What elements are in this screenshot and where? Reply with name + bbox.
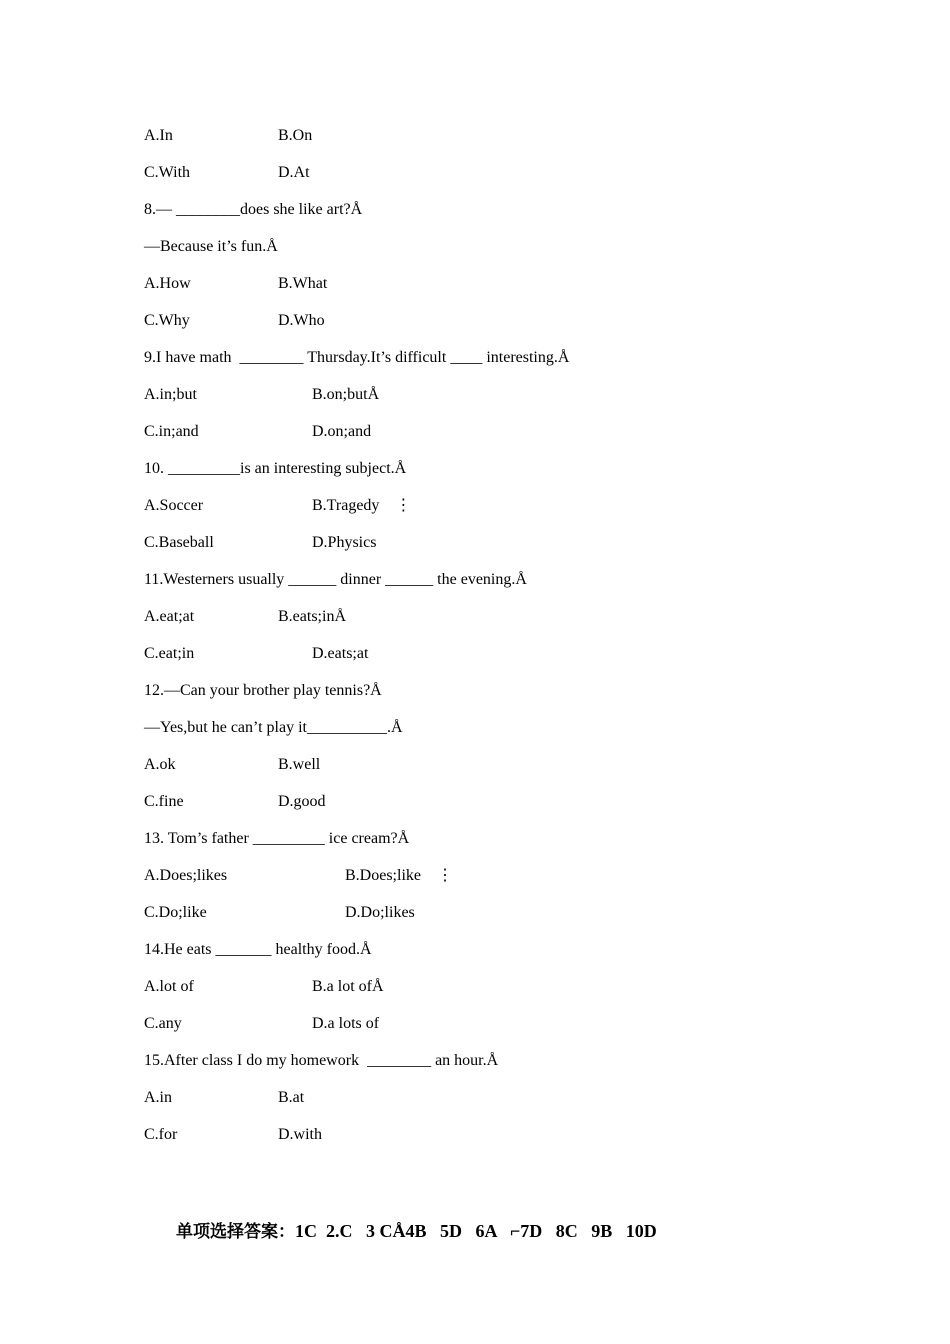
option-a: A.How <box>144 275 191 292</box>
question-8: 8.— ________does she like art?Å <box>144 201 363 218</box>
option-d: D.eats;at <box>312 645 369 662</box>
option-line <box>144 382 380 408</box>
option-line <box>144 900 415 926</box>
answer-key-label: 单项选择答案： <box>176 1222 295 1242</box>
option-d: D.with <box>278 1126 322 1143</box>
question-9: 9.I have math ________ Thursday.It’s difficult ____ interesting.Å <box>144 349 570 366</box>
question-14: 14.He eats _______ healthy food.Å <box>144 941 372 958</box>
option-line <box>144 123 313 149</box>
option-a: A.eat;at <box>144 608 195 625</box>
option-b: B.On <box>278 127 313 144</box>
option-a: A.in;but <box>144 386 197 403</box>
option-c: C.fine <box>144 793 184 810</box>
option-b: B.What <box>278 275 328 292</box>
option-d: D.Do;likes <box>345 904 415 921</box>
option-c: C.any <box>144 1015 182 1032</box>
option-line <box>144 1011 380 1037</box>
option-d: D.Who <box>278 312 325 329</box>
answer-key <box>158 1186 657 1242</box>
option-c: C.for <box>144 1126 178 1143</box>
option-c: C.Do;like <box>144 904 207 921</box>
option-a: A.ok <box>144 756 176 773</box>
question-15: 15.After class I do my homework ________ an hour.Å <box>144 1052 499 1069</box>
option-line <box>144 493 412 519</box>
option-b: B.at <box>278 1089 305 1106</box>
option-line <box>144 308 325 334</box>
option-d: D.a lots of <box>312 1015 380 1032</box>
option-line <box>144 789 326 815</box>
option-d: D.good <box>278 793 326 810</box>
option-line <box>144 604 346 630</box>
option-line <box>144 1085 305 1111</box>
option-b: B.Does;like ⋮ <box>345 867 453 884</box>
option-line <box>144 752 321 778</box>
option-a: A.Soccer <box>144 497 204 514</box>
option-line <box>144 974 384 1000</box>
option-line <box>144 271 328 297</box>
question-13: 13. Tom’s father _________ ice cream?Å <box>144 830 410 847</box>
question-10: 10. _________is an interesting subject.Å <box>144 460 407 477</box>
option-a: A.In <box>144 127 173 144</box>
option-a: A.lot of <box>144 978 194 995</box>
question-12: 12.—Can your brother play tennis?Å <box>144 682 382 699</box>
option-c: C.Why <box>144 312 190 329</box>
option-line <box>144 160 310 186</box>
option-line <box>144 863 453 889</box>
option-b: B.on;butÅ <box>312 386 380 403</box>
option-b: B.well <box>278 756 321 773</box>
option-c: C.With <box>144 164 191 181</box>
option-b: B.a lot ofÅ <box>312 978 384 995</box>
option-d: D.Physics <box>312 534 377 551</box>
option-b: B.eats;inÅ <box>278 608 346 625</box>
option-c: C.Baseball <box>144 534 214 551</box>
option-c: C.eat;in <box>144 645 195 662</box>
option-b: B.Tragedy ⋮ <box>312 497 412 514</box>
option-a: A.Does;likes <box>144 867 228 884</box>
option-d: D.At <box>278 164 310 181</box>
option-line <box>144 530 377 556</box>
answer-key-values: 1C 2.C 3 CÅ4B 5D 6A ⌐7D 8C 9B 10D <box>295 1221 657 1241</box>
option-line <box>144 419 372 445</box>
option-a: A.in <box>144 1089 172 1106</box>
option-c: C.in;and <box>144 423 199 440</box>
question-12-reply: —Yes,but he can’t play it__________.Å <box>144 719 403 736</box>
option-line <box>144 1122 322 1148</box>
question-8-reply: —Because it’s fun.Å <box>144 238 278 255</box>
option-line <box>144 641 369 667</box>
option-d: D.on;and <box>312 423 372 440</box>
question-11: 11.Westerners usually ______ dinner ______ the evening.Å <box>144 571 527 588</box>
